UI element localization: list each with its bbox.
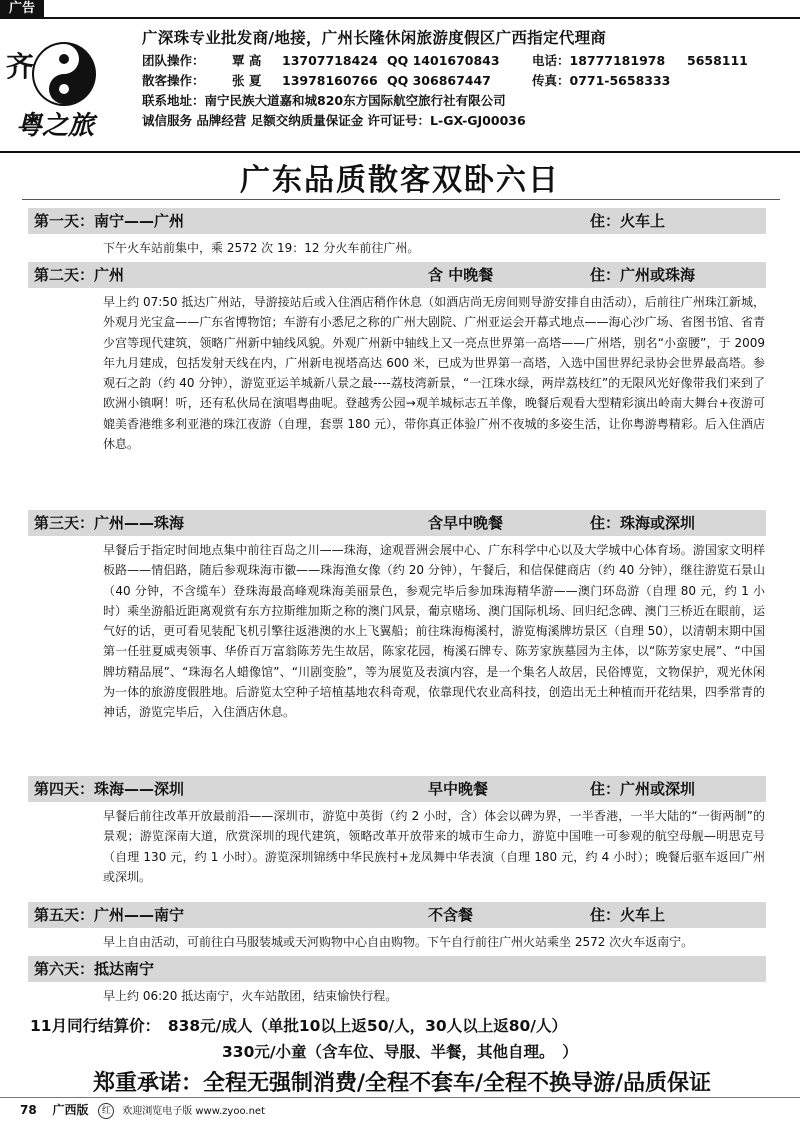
day-header [28,208,766,234]
agency-logo [4,30,124,140]
taiji-swirl-icon [4,30,124,140]
address: 联系地址：南宁民族大道嘉和城820东方国际航空旅行社有限公司 [142,93,506,108]
day-header [28,776,766,802]
quality-promise: 郑重承诺：全程无强制消费/全程不套车/全程不换导游/品质保证 [92,1071,712,1096]
divider [0,17,800,19]
page-number: 78 [20,1103,37,1117]
contact-row: 团队操作： 覃 高 13707718424 QQ 1401670843 电话：18777181978 5658111 [142,53,748,68]
agency-tagline: 广深珠专业批发商/地接，广州长隆休闲旅游度假区广西指定代理商 [142,29,607,47]
edition-label: 广西版 [52,1103,89,1117]
day-route: 第一天：南宁——广州 [34,212,185,230]
day-route: 第六天：抵达南宁 [34,960,155,978]
agency-header [0,22,800,150]
day-header [28,510,766,536]
day-route: 第五天：广州——南宁 [34,906,185,924]
page-title: 广东品质散客双卧六日 [240,163,560,198]
day-stay: 住：火车上 [590,906,666,924]
day-description: 早餐后于指定时间地点集中前往百岛之川——珠海，途观晋洲会展中心、广东科学中心以及大学城中心体育场。游国家文明样板路——情侣路，随后参观珠海市徽——珠海渔女像（约 20 分钟），午餐后，和信保健商店（约 40 分钟），继往游览石景山（40 分钟，不含缆车）登珠海最高峰观珠海美丽景色，参观完毕后参加珠海精华游——澳门环岛游（自理 80 元，约 1 小时）乘坐游船近距离观赏有东方拉斯维加斯之称的澳门风景，葡京赌场、澳门国际机场、回归纪念碑、澳门三桥近在眼前，运气好的话，更可看见装配飞机引擎往返港澳的水上飞翼船；前往珠海梅溪村，游览梅溪牌坊景区（自理 50），以清朝末期中国第一任驻夏威夷领事、华侨百万富翁陈芳先生故居，陈家花园，梅溪石牌专、陈芳家族墓园为主体，以“陈芳家史展”、“中国牌坊精品展”、“珠海名人蜡像馆”、“川剧变脸”，等为展览及表演内容，是一个集名人故居，民俗博览，文物保护，观光休闲为一体的旅游度假胜地。后游览太空种子培植基地农科奇观，依靠现代农业高科技，创造出无土种植而开花结果，四季常青的神话，游览完毕后，入住酒店休息。 [103,543,765,720]
page-footer [20,1101,265,1119]
day-header [28,956,766,982]
divider [0,1097,800,1098]
license-slogan: 诚信服务 品牌经营 足额交纳质量保证金 许可证号：L-GX-GJ00036 [142,113,526,128]
day-stay: 住：珠海或深圳 [590,514,696,532]
day-route: 第三天：广州——珠海 [34,514,185,532]
edition-badge-icon: 红 [98,1103,114,1119]
day-meal: 早中晚餐 [428,780,489,798]
day-route: 第四天：珠海——深圳 [34,780,185,798]
day-description: 早上约 06:20 抵达南宁，火车站散团，结束愉快行程。 [103,989,398,1003]
day-meal: 不含餐 [428,906,474,924]
ad-tag: 广告 [0,0,44,18]
day-description: 早上约 07:50 抵达广州站，导游接站后或入住酒店稍作休息（如酒店尚无房间则导游安排自由活动），后前往广州珠江新城，外观月光宝盒——广东省博物馆；车游有小悉尼之称的广州大剧院、广州亚运会开幕式地点——海心沙广场、省图书馆、省青少宫等现代建筑，领略广州新中轴线风貌。外观广州新中轴线上又一亮点世界第一高塔——广州塔，别名“小蛮腰”，于 2009 年九月建成，包括发射天线在内，广州新电视塔高达 600 米，已成为世界第一高塔，入选中国世界纪录协会世界最高塔。参观石之韵（约 40 分钟），游览亚运羊城新八景之最----荔枝湾新景，“一江珠水绿，两岸荔枝红”的无限风光好像带我们来到了欧洲小镇啊！听，还有私伙局在演唱粤曲呢。登越秀公园→观羊城标志五羊像，晚餐后观看大型精彩演出岭南大舞台+夜游可媲美香港维多利亚港的珠江夜游（自理，套票 180 元），带你真正体验广州不夜城的多姿生活，让你粤游粤精彩。后入住酒店休息。 [103,295,765,452]
contact-row: 散客操作： 张 夏 13978160766 QQ 306867447 传真：0771-5658333 [142,73,671,88]
website-link[interactable]: 欢迎浏览电子版 www.zyoo.net [122,1106,265,1117]
day-stay: 住：广州或珠海 [590,266,696,284]
day-meal: 含 中晚餐 [428,266,494,284]
logo-text: 粤之旅 [16,111,95,140]
logo-char: 齐 [6,50,35,83]
day-header [28,262,766,288]
divider [0,151,800,153]
day-meal: 含早中晚餐 [428,514,504,532]
divider [22,199,780,200]
day-stay: 住：广州或深圳 [590,780,696,798]
price-child: 330元/小童（含车位、导服、半餐，其他自理。 ） [222,1043,578,1061]
day-route: 第二天：广州 [34,266,125,284]
day-description: 早上自由活动，可前往白马服装城或天河购物中心自由购物。下午自行前往广州火站乘坐 2572 次火车返南宁。 [103,935,694,949]
day-header [28,902,766,928]
day-description: 早餐后前往改革开放最前沿——深圳市，游览中英街（约 2 小时，含）体会以碑为界，一半香港，一半大陆的“一街两制”的景观；游览深南大道，欣赏深圳的现代建筑，领略改革开放带来的城市生命力，游览中国唯一可参观的航空母舰—明思克号（自理 130 元，约 1 小时）。游览深圳锦绣中华民族村+龙凤舞中华表演（自理 180 元，约 4 小时）；晚餐后驱车返回广州或深圳。 [103,809,765,884]
day-stay: 住：火车上 [590,212,666,230]
price-adult: 11月同行结算价： 838元/成人（单批10以上返50/人，30人以上返80/人） [30,1017,567,1035]
day-description: 下午火车站前集中，乘 2572 次 19：12 分火车前往广州。 [103,241,420,255]
contact-info [142,26,797,131]
